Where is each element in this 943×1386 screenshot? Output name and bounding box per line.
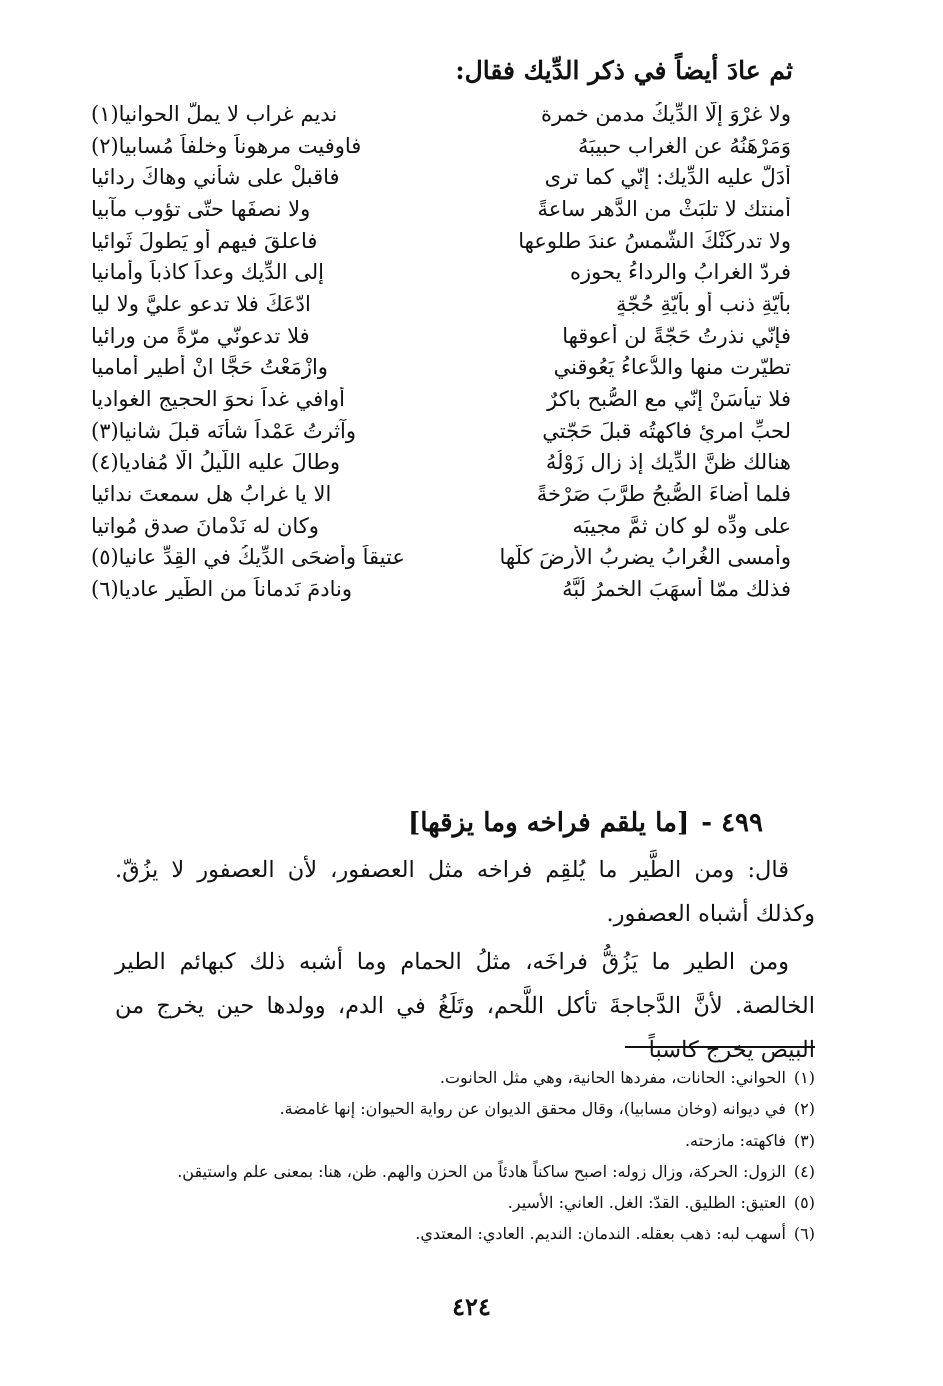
verse-second-hemistich: وازْمَعْتُ حَجًّا انْ أطير أماميا [91, 355, 328, 380]
verse-first-hemistich: هنالك ظنَّ الدِّيك إذ زال زَوْلُهُ [545, 450, 791, 475]
poem-verse [91, 320, 791, 352]
verse-first-hemistich: وَمَرْهَنُهُ عن الغراب حبيبَهُ [578, 133, 791, 158]
footnote [115, 1218, 815, 1249]
poem-verse [91, 256, 791, 288]
verse-second-hemistich: إلى الدِّيك وعداً كاذباً وأمانيا [91, 260, 324, 285]
poem-verse [91, 288, 791, 320]
poem-verse [91, 98, 791, 130]
section-heading [408, 808, 763, 838]
verse-second-hemistich: فاقبلْ على شأني وهاكَ ردائيا [91, 165, 340, 190]
footnote [115, 1062, 815, 1093]
verse-second-hemistich: الا يا غرابُ هل سمعتَ ندائيا [91, 482, 332, 507]
verse-second-hemistich: ولا نصفَها حتّى تؤوب مآبيا [91, 196, 311, 221]
footnote-number: (٥) [793, 1193, 815, 1213]
poem-verse [91, 225, 791, 257]
paragraph: قال: ومن الطَّير ما يُلقِم فراخه مثل العصفور، لأن العصفور لا يزُقّ. وكذلك أشباه العصفور. [115, 857, 815, 927]
poem-verse [91, 542, 791, 574]
verse-second-hemistich: وكان له نَدْمانَ صدق مُواتيا [91, 513, 319, 538]
poem-verse [91, 478, 791, 510]
verse-first-hemistich: فردّ الغرابُ والرداءُ يحوزه [570, 260, 791, 285]
footnote-number: (٦) [793, 1224, 815, 1244]
verse-first-hemistich: بأيّةِ ذنب أو بأيّةِ حُجّةٍ [616, 291, 791, 316]
verse-second-hemistich: ادّعَكَ فلا تدعو عليَّ ولا ليا [91, 291, 311, 316]
poem-verse [91, 447, 791, 479]
poem-verse [91, 510, 791, 542]
footnote-number: (٣) [793, 1130, 815, 1150]
verse-second-hemistich: عتيقاً وأضحَى الدِّيكُ في القِدِّ عانيا(٥) [91, 545, 405, 570]
section-number: ٤٩٩ - [701, 808, 763, 838]
verse-first-hemistich: ولا تدركَنْكَ الشّمسُ عندَ طلوعها [518, 228, 791, 253]
poem-verse [91, 193, 791, 225]
verse-second-hemistich: وآثرتُ عَمْداً شأنَه قبلَ شانيا(٣) [91, 418, 357, 443]
verse-first-hemistich: على ودِّه لو كان ثمَّ مجيبَه [572, 513, 791, 538]
verse-first-hemistich: فإنّي نذرتُ حَجّةً لن أعوقها [562, 323, 791, 348]
verse-first-hemistich: ولا غرْوَ إلّا الدِّيكُ مدمن خمرة [540, 101, 791, 126]
footnote-number: (١) [793, 1068, 815, 1087]
footnote [115, 1093, 815, 1124]
footnote-number: (٢) [793, 1099, 815, 1119]
poem-verse [91, 573, 791, 605]
verse-second-hemistich: نديم غراب لا يملُّ الحوانيا(١) [91, 101, 338, 126]
footnote [115, 1125, 815, 1156]
poem-verse [91, 130, 791, 162]
poem-verse [91, 383, 791, 415]
footnote-divider [625, 1046, 815, 1048]
verse-first-hemistich: فلما أضاءَ الصُّبحُ طرَّبَ صَرْخةً [536, 482, 791, 507]
footnote-text: الحواني: الحانات، مفردها الحانية، وهي مثل الحانوت. [439, 1068, 786, 1087]
verse-first-hemistich: تطيّرت منها والدُّعاءُ يَعُوقني [553, 355, 791, 380]
verse-first-hemistich: فذلك ممّا أسهَبَ الخمرُ لُبَّهُ [562, 577, 791, 602]
footnote-text: فاكهته: مازحته. [684, 1130, 786, 1150]
verse-second-hemistich: ونادمَ نَدماناً من الطَّير عاديا(٦) [91, 577, 353, 602]
poem-intro: ثم عادَ أيضاً في ذكر الدِّيك فقال: [455, 56, 793, 85]
verse-first-hemistich: فلا تيأسَنْ إنّي مع الصُّبح باكرٌ [547, 387, 791, 412]
paragraph: ومن الطير ما يَزُقُّ فراخَه، مثلُ الحمام وما أشبه ذلك كبهائم الطير الخالصة. لأنَّ الدَّجاجةَ تأكل اللَّحم، وتَلَغُ في الدم، وولدها حين يخرج من البيض يخرج كاسباً [115, 949, 815, 1063]
footnote-number: (٤) [793, 1161, 815, 1181]
verse-second-hemistich: فلا تدعونّي مرّةً من ورائيا [91, 323, 310, 348]
poem-verse [91, 415, 791, 447]
verse-first-hemistich: أمنتك لا تلبَثْ من الدَّهر ساعةً [537, 196, 791, 221]
verse-second-hemistich: أُوافي غداً نحوَ الحجيج الغواديا [91, 387, 346, 412]
poem-verse [91, 352, 791, 384]
footnote-text: الزول: الحركة، وزال زوله: اصبح ساكناً هادئاً من الحزن والهم. ظن، هنا: بمعنى علم واستيقن. [177, 1161, 786, 1181]
poem [91, 98, 791, 605]
footnote-text: أسهب لبه: ذهب بعقله. الندمان: النديم. العادي: المعتدي. [415, 1224, 786, 1244]
page-number: ٤٢٤ [452, 1292, 491, 1321]
verse-first-hemistich: أَدَلَّ عليه الدِّيك: إنّي كما ترى [544, 165, 791, 190]
footnote-text: العتيق: الطليق. القدّ: الغل. العاني: الأسير. [507, 1193, 786, 1213]
verse-first-hemistich: وأمسى الغُرابُ يضربُ الأرضَ كلَّها [499, 545, 791, 570]
poem-verse [91, 161, 791, 193]
footnotes [115, 1062, 815, 1250]
section-title: [ما يلقم فراخه وما يزقها] [407, 808, 690, 838]
verse-second-hemistich: وطالَ عليه اللّيلُ الّا مُفاديا(٤) [91, 450, 341, 475]
footnote-text: في ديوانه (وخان مسابيا)، وقال محقق الديوان عن رواية الحيوان: إنها غامضة. [279, 1099, 786, 1119]
footnote [115, 1156, 815, 1187]
verse-first-hemistich: لحبِّ امرئٍ فاكهتُه قبلَ حَجّتي [542, 418, 791, 443]
footnote [115, 1187, 815, 1218]
verse-second-hemistich: فاوفيت مرهوناً وخلفاً مُسابيا(٢) [91, 133, 362, 158]
verse-second-hemistich: فاعلقَ فيهم أو يَطولَ ثَوائيا [91, 228, 318, 253]
